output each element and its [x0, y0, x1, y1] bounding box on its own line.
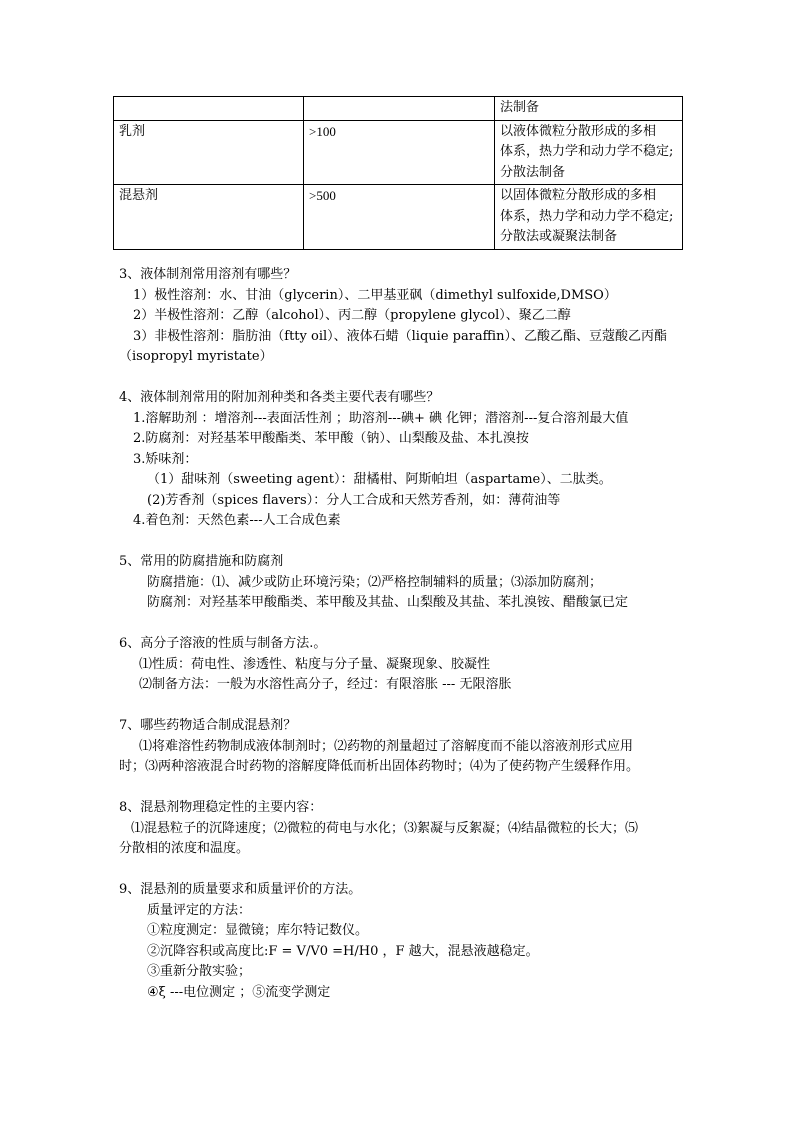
- text-line: 分散相的浓度和温度。: [119, 841, 250, 856]
- text-line: 2）半极性溶剂：乙醇（alcohol）、丙二醇（propylene glycol）、聚乙二醇: [133, 308, 571, 323]
- text-line: (2)芳香剂（spices flavers）：分人工合成和天然芳香剂，如：薄荷油等: [147, 492, 561, 508]
- text-line: ⑴性质：荷电性、渗透性、粘度与分子量、凝聚现象、胶凝性: [139, 656, 491, 672]
- table-cell-desc: [495, 185, 683, 250]
- text-line: ①粒度测定：显微镜；库尔特记数仪。: [147, 923, 369, 938]
- section-polymer-solution: [119, 634, 683, 696]
- section-heading: 6、高分子溶液的性质与制备方法.。: [119, 636, 327, 651]
- section-additives: [119, 388, 683, 532]
- table-row: [114, 185, 683, 250]
- section-heading: 9、混悬剂的质量要求和质量评价的方法。: [119, 882, 362, 897]
- text-line: ③重新分散实验；: [147, 964, 252, 979]
- section-heading: 7、哪些药物适合制成混悬剂？: [119, 718, 297, 733]
- text-line: 1）极性溶剂：水、甘油（glycerin）、二甲基亚砜（dimethyl sulfoxide,DMSO）: [133, 287, 617, 303]
- table-cell-name: 混悬剂: [114, 185, 304, 250]
- text-line: （1）甜味剂（sweeting agent）：甜橘柑、阿斯帕坦（aspartame）、二肽类。: [147, 472, 612, 487]
- section-physical-stability: [119, 798, 683, 860]
- cell-line: 分散法或凝聚法制备: [500, 229, 618, 244]
- cell-line: 分散法制备: [500, 164, 566, 180]
- document-body: [119, 265, 683, 1024]
- cell-line: 法制备: [500, 100, 540, 115]
- table-cell: [114, 97, 304, 121]
- section-heading: 4、液体制剂常用的附加剂种类和各类主要代表有哪些？: [119, 390, 440, 405]
- cell-line: 以固体微粒分散形成的多相: [500, 188, 657, 203]
- section-suspension-drugs: [119, 716, 683, 778]
- section-heading: 3、液体制剂常用溶剂有哪些？: [119, 267, 297, 282]
- text-line: ⑴将难溶性药物制成液体制剂时；⑵药物的剂量超过了溶解度而不能以溶液剂形式应用: [139, 738, 634, 754]
- dosage-form-table: [113, 96, 683, 250]
- section-heading: 8、混悬剂物理稳定性的主要内容：: [119, 800, 323, 815]
- table-cell-size: >500: [304, 185, 495, 250]
- section-preservation: [119, 552, 683, 614]
- text-line: 2.防腐剂：对羟基苯甲酸酯类、苯甲酸（钠）、山梨酸及盐、本扎溴按: [133, 431, 529, 446]
- text-line: 时；⑶两种溶液混合时药物的溶解度降低而析出固体药物时；⑷为了使药物产生缓释作用。: [119, 759, 640, 774]
- cell-line: 以液体微粒分散形成的多相: [500, 123, 657, 139]
- section-quality-evaluation: [119, 880, 683, 1003]
- text-line: （isopropyl myristate）: [119, 349, 273, 364]
- text-line: 质量评定的方法：: [147, 902, 252, 918]
- table-cell-size: >100: [304, 120, 495, 185]
- text-line: 防腐措施：⑴、减少或防止环境污染；⑵严格控制辅料的质量；⑶添加防腐剂；: [147, 574, 603, 590]
- table-row: [114, 120, 683, 185]
- table-cell: [304, 97, 495, 121]
- text-line: 4.着色剂：天然色素---人工合成色素: [133, 513, 341, 528]
- text-line: ④ξ ---电位测定 ；⑤流变学测定: [147, 984, 331, 1000]
- table-cell: [495, 97, 683, 121]
- text-line: 防腐剂：对羟基苯甲酸酯类、苯甲酸及其盐、山梨酸及其盐、苯扎溴铵、醋酸氯已定: [147, 595, 629, 610]
- table-row: [114, 97, 683, 121]
- text-line: ⑴混悬粒子的沉降速度；⑵微粒的荷电与水化；⑶絮凝与反絮凝；⑷结晶微粒的长大；⑸: [131, 820, 639, 836]
- table-cell-name: 乳剂: [114, 120, 304, 185]
- text-line: ⑵制备方法：一般为水溶性高分子，经过：有限溶胀 --- 无限溶胀: [139, 677, 512, 692]
- table-cell-desc: [495, 120, 683, 185]
- text-line: 3）非极性溶剂：脂肪油（ftty oil）、液体石蜡（liquie paraffin）、乙酸乙酯、豆蔻酸乙丙酯: [133, 328, 667, 344]
- cell-line: 体系，热力学和动力学不稳定;: [500, 144, 674, 159]
- cell-line: 体系，热力学和动力学不稳定;: [500, 208, 674, 224]
- text-line: 3.矫味剂：: [133, 451, 198, 467]
- section-solvents: [119, 265, 683, 368]
- text-line: 1.溶解助剂 ：增溶剂---表面活性剂 ；助溶剂---碘+ 碘 化钾；潜溶剂---复合溶剂最大值: [133, 410, 629, 426]
- section-heading: 5、常用的防腐措施和防腐剂: [119, 554, 284, 569]
- text-line: ②沉降容积或高度比:F = V/V0 =H/H0 ，F 越大，混悬液越稳定。: [147, 943, 539, 959]
